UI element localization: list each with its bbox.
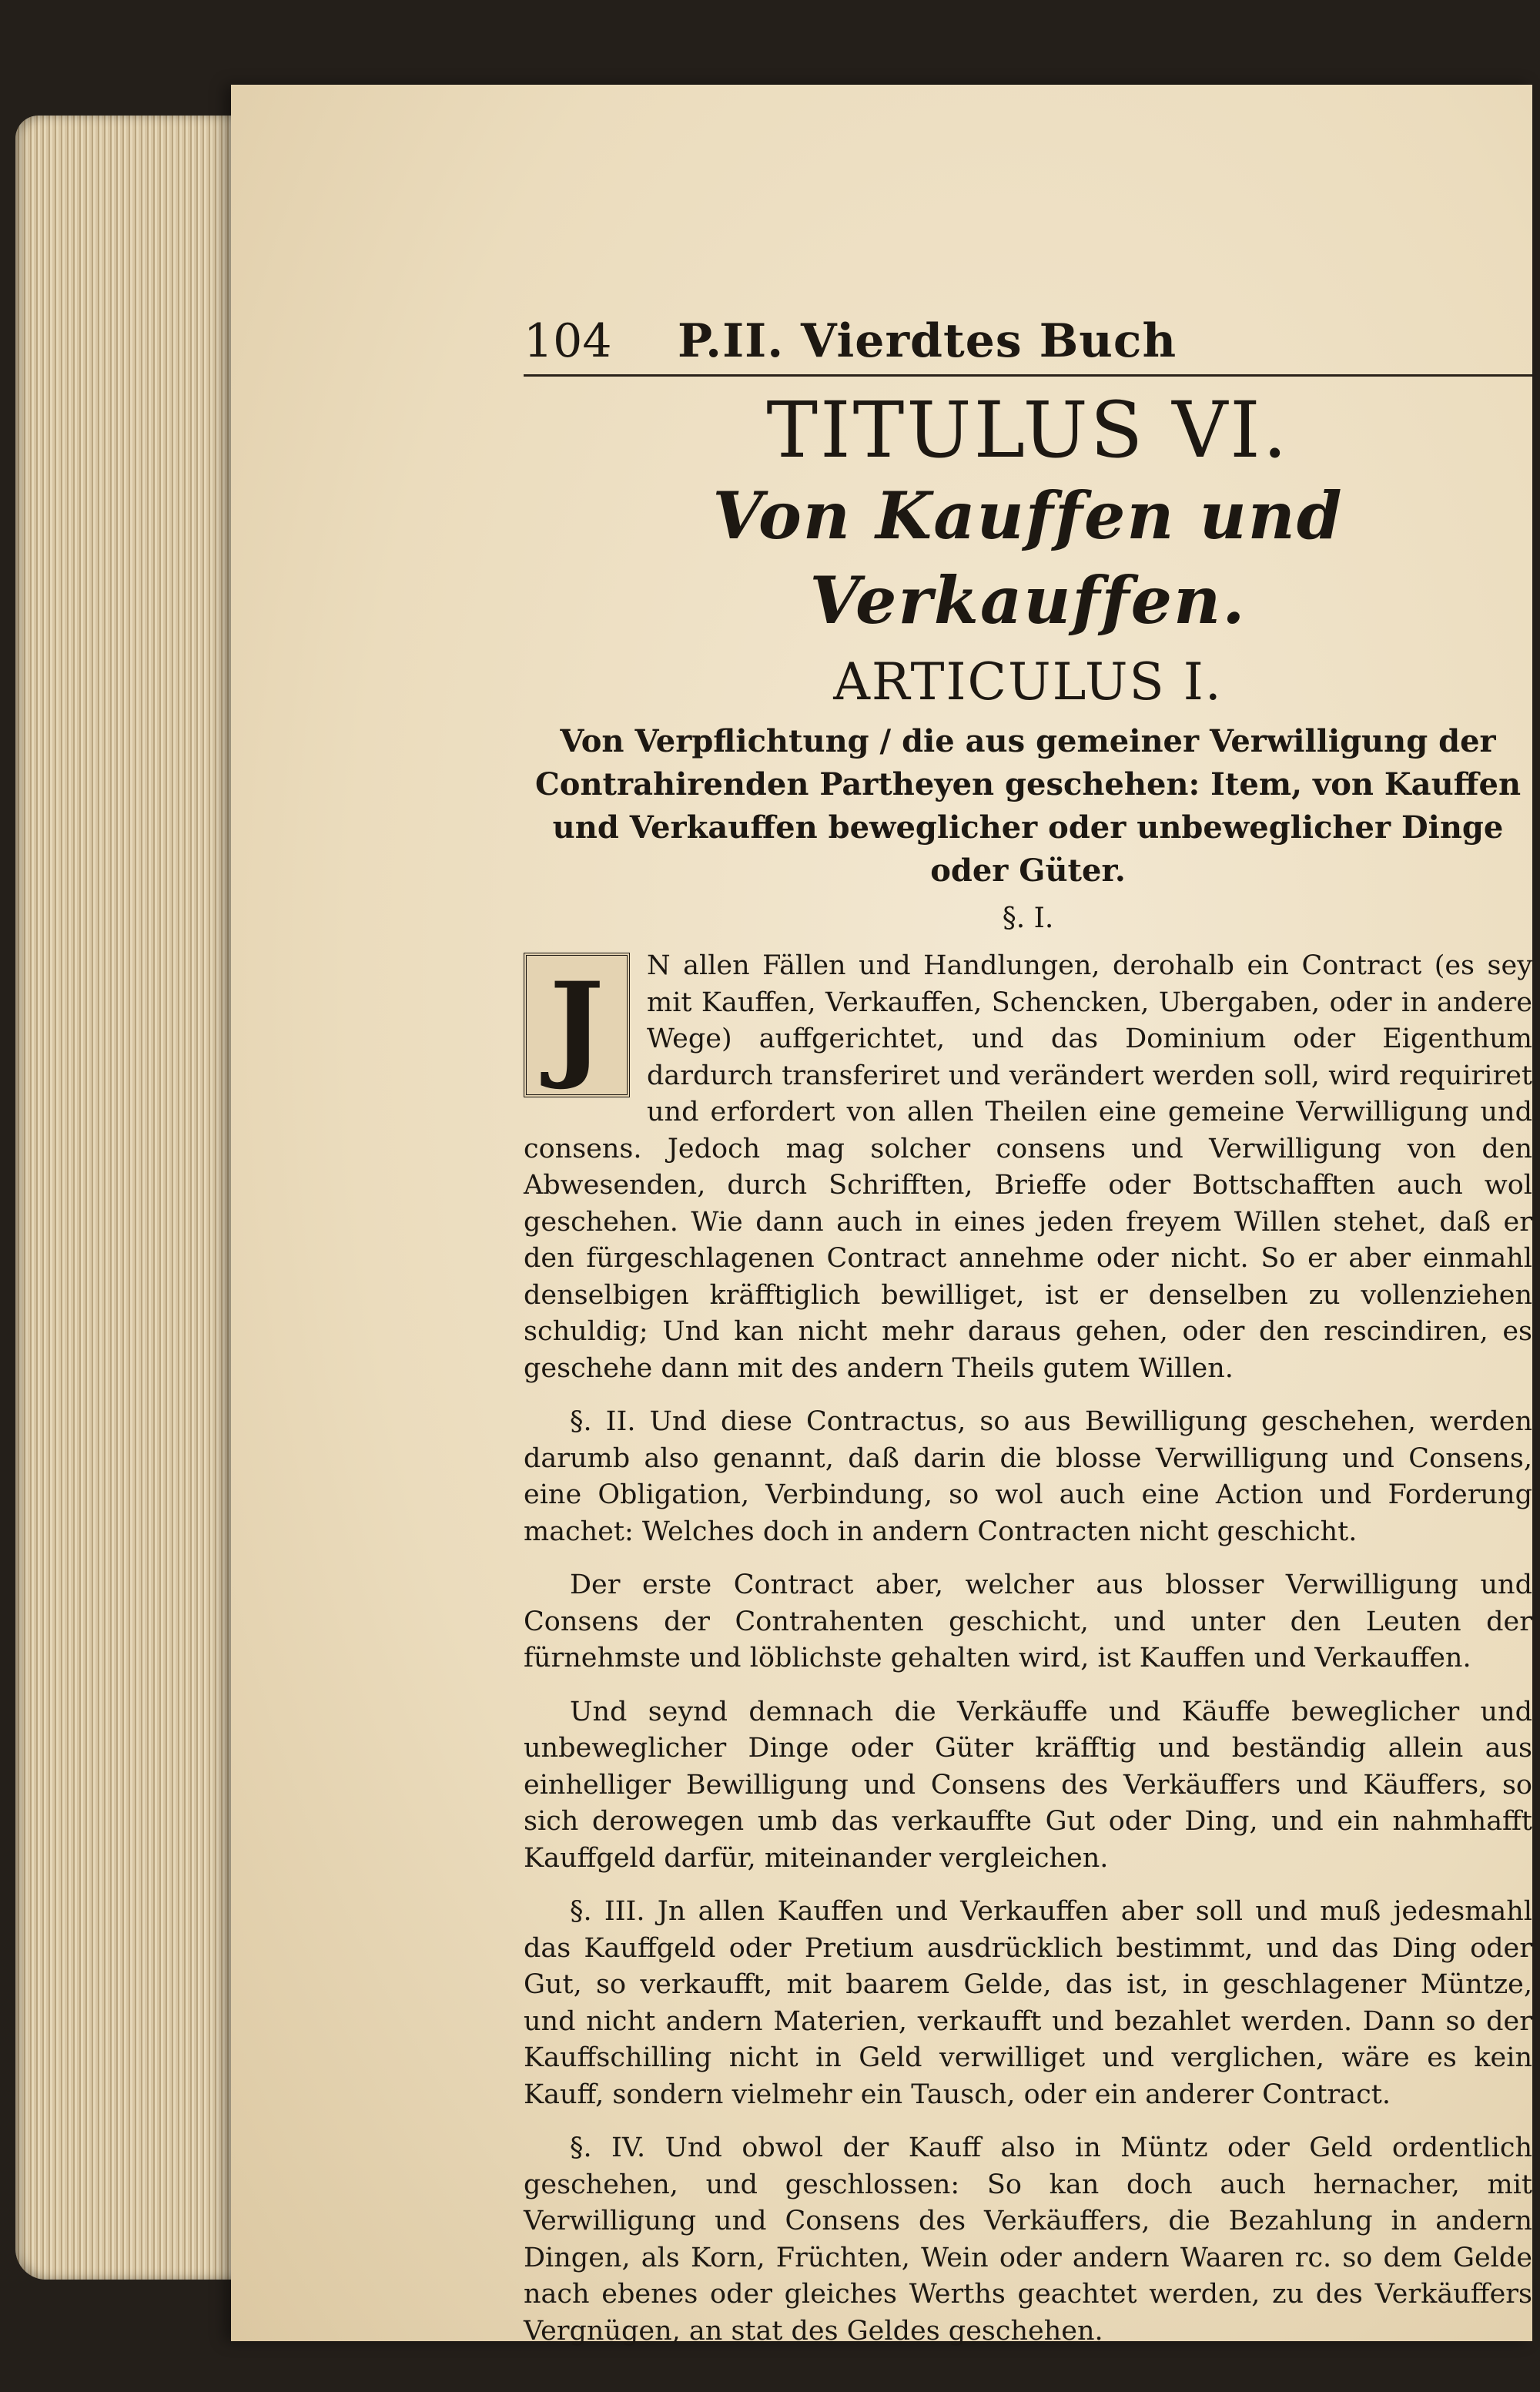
drop-cap: J (524, 953, 630, 1097)
page-edges (15, 116, 246, 2280)
article-subtitle: Von Verpflichtung / die aus gemeiner Verwilligung der Contrahirenden Partheyen geschehen: Item, von Kauffen und Verkauffen beweglicher oder unbeweglicher Dinge oder Güter. (534, 723, 1522, 889)
page-number: 104 (524, 314, 612, 368)
paragraph-4: Und seynd demnach die Verkäuffe und Käuffe beweglicher und unbeweglicher Dinge oder Güter kräfftig und beständig allein aus einhelliger Bewilligung und Consens des Verkäuffers und Käuffers, so sich derowegen umb das verkauffte Gut oder Ding, und ein nahmhafft Kauffgeld darfür, miteinander vergleichen. (524, 1696, 1532, 1874)
paragraph-6: §. IV. Und obwol der Kauff also in Müntz oder Geld ordentlich geschehen, und geschlossen: So kan doch auch hernacher, mit Verwilligung und Consens des Verkäuffers, die Bezahlung in andern Dingen, als Korn, Früchten, Wein oder andern Waaren rc. so dem Gelde nach ebenes oder gleiches Werths geachtet werden, zu des Verkäuffers Vergnügen, an stat des Geldes geschehen. (524, 2132, 1532, 2347)
titulus-heading: TITULUS VI. (766, 385, 1290, 475)
running-head (524, 308, 1532, 377)
page-content (524, 308, 1532, 2350)
paragraph-1 (524, 948, 1532, 1387)
articulus-heading: ARTICULUS I. (833, 652, 1223, 712)
paragraph-5: §. III. Jn allen Kauffen und Verkauffen aber soll und muß jedesmahl das Kauffgeld oder Pretium ausdrücklich bestimmt, und das Ding oder Gut, so verkaufft, mit baarem Gelde, das ist, in geschlagener Müntze, und nicht andern Materien, verkaufft und bezahlet werden. Dann so der Kauffschilling nicht in Geld verwilliget und verglichen, wäre es kein Kauff, sondern vielmehr ein Tausch, oder ein anderer Contract. (524, 1896, 1532, 2110)
section-mark: §. I. (1002, 903, 1054, 934)
paragraph-2: §. II. Und diese Contractus, so aus Bewilligung geschehen, werden darumb also genannt, daß darin die blosse Verwilligung und Consens, eine Obligation, Verbindung, so wol auch eine Action und Forderung machet: Welches doch in andern Contracten nicht geschicht. (524, 1406, 1532, 1547)
main-title: Von Kauffen und Verkauffen. (712, 477, 1344, 638)
paragraph-3: Der erste Contract aber, welcher aus blosser Verwilligung und Consens der Contrahenten geschicht, und unter den Leuten der fürnehmste und löblichste gehalten wird, ist Kauffen und Verkauffen. (524, 1570, 1532, 1673)
running-head-title: P.II. Vierdtes Buch (678, 314, 1177, 368)
paragraph-1-text: N allen Fällen und Handlungen, derohalb ein Contract (es sey mit Kauffen, Verkauffen, Schencken, Ubergaben, oder in andere Wege) auffgerichtet, und das Dominium oder Eigenthum dardurch transferiret und verändert werden soll, wird requiriret und erfordert von allen Theilen eine gemeine Verwilligung und consens. Jedoch mag solcher consens und Verwilligung von den Abwesenden, durch Schrifften, Brieffe oder Bottschafften auch wol geschehen. Wie dann auch in eines jeden freyem Willen stehet, daß er den fürgeschlagenen Contract annehme oder nicht. So er aber einmahl denselbigen kräfftiglich bewilliget, ist er denselben zu vollenziehen schuldig; Und kan nicht mehr daraus gehen, oder den rescindiren, es geschehe dann mit des andern Theils gutem Willen. (524, 950, 1532, 1384)
